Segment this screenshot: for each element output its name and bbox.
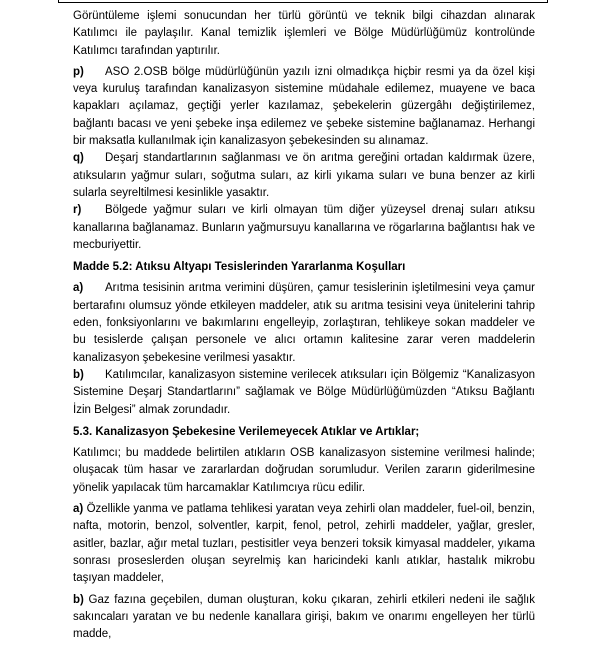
item-q-label: q) (73, 152, 84, 165)
item-r-text: Bölgede yağmur suları ve kirli olmayan tüm diğer yüzeysel drenaj suları atıksu kanallarına bağlanamaz. Bunların yağmursuyu kanallarına ve rögarlarına bağlantısı hak ve mecburiyettir. (73, 204, 535, 251)
item-p-text: ASO 2.OSB bölge müdürlüğünün yazılı izni olmadıkça hiçbir resmi ya da özel kişi veya kuruluş tarafından kanalizasyon sistemine müdahale edilemez, muayene ve baca kapakları açılamaz, geçtiği yerler kazılamaz, şebekelerin güzergâhı değiştirilemez, bağlantı bacası ve yeni şebeke inşa edilemez ve şebeke sistemine bağlanamaz. Herhangi bir maksatla kullanılmak için kanalizasyon şebekesinden su alınamaz. (73, 65, 535, 148)
section-5-3-heading: 5.3. Kanalizasyon Şebekesine Verilemeyecek Atıklar ve Artıklar; (73, 425, 420, 438)
section-5-3-item-a-label: a) (73, 503, 84, 516)
item-q (73, 150, 535, 202)
section-5-2-item-b (73, 367, 535, 419)
item-p (73, 64, 535, 150)
intro-paragraph: Görüntüleme işlemi sonucundan her türlü görüntü ve teknik bilgi cihazdan alınarak Katılımcı ile paylaşılır. Kanal temizlik işlemleri ve Bölge Müdürlüğümüz kontrolünde Katılımcı tarafından yaptırılır. (73, 10, 535, 57)
document-body (73, 8, 535, 647)
section-5-2-item-b-text: Katılımcılar, kanalizasyon sistemine verilecek atıksuları için Bölgemiz “Kanalizasyon Sistemine Deşarj Standartlarını” sağlamak ve Bölge Müdürlüğümüzden “Atıksu Bağlantı İzin Belgesi” almak zorundadır. (73, 368, 535, 416)
item-p-label: p) (73, 65, 84, 78)
section-5-2-heading: Madde 5.2: Atıksu Altyapı Tesislerinden Yararlanma Koşulları (73, 261, 406, 274)
section-5-3-item-a (73, 501, 535, 587)
section-5-3-item-b-label: b) (73, 593, 84, 606)
section-5-3-intro: Katılımcı; bu maddede belirtilen atıkların OSB kanalizasyon sistemine verilmesi halinde; oluşacak tüm hasar ve zararlardan doğrudan sorumludur. Verilen zararın giderilmesine yönelik yapılacak tüm harcamaklar Katılımcıya rücu edilir. (73, 447, 535, 494)
section-5-2-item-b-label: b) (73, 368, 84, 381)
section-5-2-item-a-text: Arıtma tesisinin arıtma verimini düşüren, çamur tesislerinin işletilmesini veya çamur bertarafını olumsuz yönde etkileyen maddeler, atık su arıtma tesisini veya ünitelerini tahrip eden, fonksiyonlarını ve bakımlarını engelleyip, zorlaştıran, tehlikeye sokan maddeler ve bu tesislerde çalışan personele ve alıcı ortamın kalitesine zarar veren maddelerin kanalizasyon şebekesine verilmesi yasaktır. (73, 282, 535, 364)
page-frame-border (58, 0, 548, 3)
section-5-2-item-a-label: a) (73, 282, 84, 295)
item-r-label: r) (73, 204, 82, 217)
section-5-3-item-a-text: Özellikle yanma ve patlama tehlikesi yaratan veya zehirli olan maddeler, fuel-oil, benzin, nafta, motorin, benzol, solventler, karpit, fenol, petrol, zehirli maddeler, yağlar, gresler, asitler, bazlar, ağır metal tuzları, pestisitler veya benzeri toksik kimyasal maddeler, yıkama sonrası proseslerden oluşan seyrelmiş kan haricindeki kanlı atıklar, hastalık mikrobu taşıyan maddeler, (73, 503, 535, 585)
section-5-2-item-a (73, 280, 535, 366)
item-q-text: Deşarj standartlarının sağlanması ve ön arıtma gereğini ortadan kaldırmak üzere, atıksuların yağmur suları, soğutma suları, az kirli yıkama suları ve buna benzer az kirli sularla seyreltilmesi kesinlikle yasaktır. (73, 152, 535, 199)
item-r (73, 202, 535, 254)
section-5-3-item-b-text: Gaz fazına geçebilen, duman oluşturan, koku çıkaran, zehirli etkileri nedeni ile sağlık sakıncaları yaratan ve bu nedenle kanallara girişi, bakım ve onarımı engelleyen her türlü madde, (73, 593, 535, 641)
section-5-3-item-b (73, 592, 535, 644)
